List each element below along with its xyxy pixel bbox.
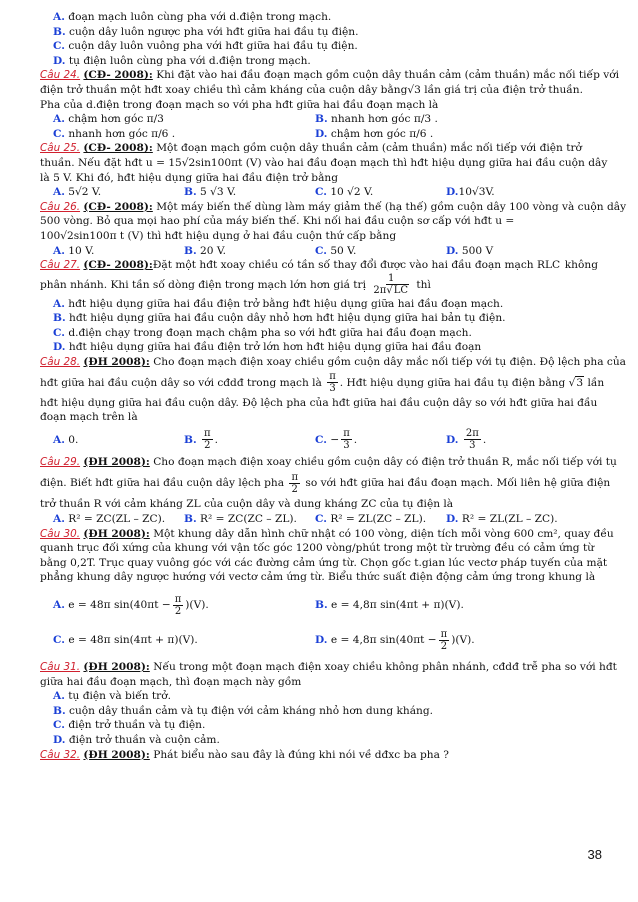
option-label: B. [53, 312, 66, 325]
option-label: B. [315, 599, 328, 611]
options-grid [40, 244, 608, 259]
option-label: C. [53, 40, 65, 53]
formula-root: 3 [576, 376, 584, 389]
option-text: R² = ZC(ZL – ZC). [68, 513, 166, 526]
question-text: Phát biểu nào sau đây là đúng khi nói về dđxc ba pha ? [153, 748, 449, 761]
option-a [53, 185, 184, 200]
option-label: A. [53, 113, 65, 126]
formula-denominator: 2π√LC [373, 285, 408, 297]
phase-fraction [289, 472, 300, 495]
option-tail: . [482, 433, 487, 446]
option-sign: − [330, 433, 340, 446]
formula-numerator: π [204, 428, 211, 440]
phase-fraction [327, 371, 338, 394]
option-b [315, 112, 577, 127]
option-row [40, 718, 608, 733]
option-label: C. [315, 513, 327, 526]
question-number: Câu 30. [40, 527, 81, 540]
option-label: C. [315, 433, 327, 446]
option-label: D. [53, 733, 66, 746]
option-label: B. [184, 513, 197, 526]
page-number: 38 [587, 847, 602, 862]
question-text: thì [416, 278, 431, 291]
option-d [315, 625, 577, 655]
option-b [184, 512, 315, 527]
option-label: D. [446, 186, 459, 199]
option-fraction [439, 629, 450, 652]
formula-text: e = 48π sin(4πt + π)(V). [68, 634, 198, 646]
question-text: 500 vòng. Bỏ qua mọi hao phí của máy biến thế. Khi nối hai đầu cuộn sơ cấp với hđt u = [40, 215, 515, 228]
option-tail: . [214, 433, 218, 446]
option-row [40, 689, 608, 704]
question-text: giữa hai đầu đoạn mạch, thì đoạn mạch này gồm [40, 675, 302, 688]
question-text: thuần. Nếu đặt hđt u = 15√2sin100πt (V) vào hai đầu đoạn mạch thì hđt hiệu dụng giữa hai đầu cuộn dây [40, 156, 608, 169]
option-label: D. [446, 433, 459, 446]
question-29 [40, 455, 617, 470]
question-number: Câu 31. [40, 661, 81, 673]
option-text: 500 V [461, 244, 494, 257]
option-label: C. [53, 127, 65, 140]
option-row [40, 326, 608, 341]
option-label: B. [184, 244, 197, 257]
question-25 [40, 141, 608, 156]
option-row [40, 704, 608, 719]
option-text: hđt hiệu dụng giữa hai đầu điện trở lớn hơn hđt hiệu dụng giữa hai đầu đoạn [68, 341, 482, 354]
question-text: Nếu trong một đoạn mạch điện xoay chiều không phân nhánh, cđdđ trễ pha so với hđt [153, 661, 617, 673]
option-a [53, 112, 315, 127]
question-source: (ĐH 2008): [83, 356, 150, 369]
option-d [446, 244, 577, 259]
formula-numerator: 2π [465, 428, 479, 440]
question-source: (ĐH 2008): [83, 661, 150, 673]
option-row [40, 39, 608, 54]
option-c [315, 244, 446, 259]
option-text: R² = ZL(ZL – ZC). [461, 513, 558, 526]
question-text: Đặt một hđt xoay chiều có tần số thay đổi được vào hai đầu đoạn mạch RLC [152, 259, 561, 272]
question-number: Câu 26. [40, 200, 81, 213]
option-label: D. [446, 513, 459, 526]
option-text: R² = ZC(ZC – ZL). [200, 513, 297, 526]
option-row [40, 25, 608, 40]
option-label: D. [315, 127, 328, 140]
option-text: nhanh hơn góc π/3 . [331, 113, 438, 126]
option-text: nhanh hơn góc π/6 . [68, 127, 176, 140]
question-number: Câu 25. [40, 142, 81, 155]
formula-numerator: π [174, 593, 182, 605]
option-b [184, 425, 315, 455]
option-label: D. [315, 634, 328, 646]
question-27 [40, 258, 608, 273]
option-row [40, 311, 608, 326]
option-label: C. [53, 719, 65, 732]
option-text: 50 V. [330, 244, 357, 257]
option-label: A. [53, 433, 65, 446]
question-number: Câu 24. [40, 69, 81, 82]
option-text: R² = ZL(ZC – ZL). [330, 513, 427, 526]
option-c [315, 512, 446, 527]
question-text: đoạn mạch trên là [40, 411, 138, 424]
question-source: (ĐH 2008): [83, 748, 150, 761]
option-text: điện trở thuần và cuộn cảm. [68, 733, 220, 746]
option-label: A. [53, 297, 65, 310]
option-label: D. [446, 244, 459, 257]
option-label: A. [53, 513, 65, 526]
formula-text: )(V). [451, 634, 475, 646]
question-text: Một khung dây dẫn hình chữ nhật có 100 vòng, diện tích mỗi vòng 600 cm², quay đều [153, 527, 614, 540]
question-number: Câu 27. [40, 259, 81, 272]
question-text: phân nhánh. Khi tần số dòng điện trong mạch lớn hơn giá trị [40, 278, 366, 291]
option-label: D. [53, 341, 66, 354]
option-c [53, 127, 315, 142]
question-text: 100√2sin100π t (V) thì hđt hiệu dụng ở hai đầu cuộn thứ cấp bằng [40, 229, 397, 242]
frequency-formula [371, 273, 411, 296]
options-grid [40, 425, 608, 455]
option-row [40, 340, 608, 355]
question-30 [40, 527, 614, 542]
option-d [446, 512, 577, 527]
question-text: trở thuần R với cảm kháng ZL của cuộn dây và dung kháng ZC của tụ điện là [40, 498, 454, 511]
option-label: C. [315, 186, 327, 199]
question-source: (ĐH 2008): [83, 455, 150, 468]
option-text: d.điện chạy trong đoạn mạch chậm pha so với hđt giữa hai đầu đoạn mạch. [68, 326, 472, 339]
formula-denominator: 2 [440, 640, 448, 652]
option-text: 20 V. [200, 244, 227, 257]
option-text: 5 √3 V. [200, 186, 237, 199]
option-text: chậm hơn góc π/6 . [330, 127, 434, 140]
question-text-with-formula: hđt giữa hai đầu cuộn dây so với cđdđ trong mạch là $\frac{\pi}{3}$ . Hđt hiệu dụng giữa hai đầu tụ điện bằng √3 lần [40, 371, 605, 395]
option-text: cuộn dây thuần cảm và tụ điện với cảm kháng nhỏ hơn dung kháng. [69, 704, 433, 717]
question-31 [40, 660, 617, 675]
option-label: A. [53, 244, 65, 257]
question-28 [40, 355, 626, 370]
question-32 [40, 748, 608, 763]
formula-denominator: 3 [329, 383, 336, 395]
options-grid [40, 185, 608, 200]
question-source: (CĐ- 2008): [83, 69, 153, 82]
formula-root: LC [393, 285, 408, 297]
formula-numerator: π [291, 471, 299, 483]
question-26 [40, 200, 627, 215]
option-label: C. [53, 326, 65, 339]
options-grid [40, 112, 608, 127]
question-text: là 5 V. Khi đó, hđt hiệu dụng giữa hai đầu điện trở bằng [40, 171, 339, 184]
question-24 [40, 68, 619, 83]
option-c [315, 185, 446, 200]
question-text: Cho đoạn mạch điện xoay chiều gồm cuộn dây mắc nối tiếp với tụ điện. Độ lệch pha của [153, 356, 626, 369]
document-page [40, 10, 627, 762]
option-row [40, 10, 608, 25]
option-label: A. [53, 599, 65, 611]
option-text: 10√3V. [458, 186, 495, 199]
question-text: điện trở thuần một hđt xoay chiều thì cảm kháng của cuộn dây bằng√3 lần giá trị của điện trở thuần. [40, 83, 583, 96]
question-text: Cho đoạn mạch điện xoay chiều gồm cuộn dây có điện trở thuần R, mắc nối tiếp với tụ [153, 455, 617, 468]
option-text: 10 V. [68, 244, 95, 257]
option-row [40, 54, 608, 69]
question-text: điện. Biết hđt giữa hai đầu cuộn dây lệch pha [40, 477, 285, 490]
option-label: B. [315, 113, 328, 126]
question-text: bằng 0,2T. Trục quay vuông góc với các đường cảm ứng từ. Chọn gốc t.gian lúc vectơ pháp tuyến của mặt [40, 556, 608, 569]
option-a [53, 425, 184, 455]
option-a [53, 512, 184, 527]
option-label: C. [53, 634, 65, 646]
question-text: lần [587, 376, 605, 389]
option-label: A. [53, 690, 65, 703]
question-text: hđt hiệu dụng giữa hai đầu cuộn dây. Độ lệch pha của hđt giữa hai đầu cuộn dây so với hđt giữa hai đầu [40, 396, 598, 409]
question-text: so với hđt giữa hai đầu đoạn mạch. Mối liên hệ giữa điện [305, 477, 611, 490]
option-text: chậm hơn góc π/3 [68, 113, 164, 126]
formula-denominator: 2 [204, 440, 211, 452]
option-text: hđt hiệu dụng giữa hai đầu cuộn dây nhỏ hơn hđt hiệu dụng giữa hai bản tụ điện. [69, 312, 506, 325]
option-label: B. [184, 186, 197, 199]
option-d [446, 185, 577, 200]
option-text: 10 √2 V. [330, 186, 374, 199]
question-text: Pha của d.điện trong đoạn mạch so với pha hđt giữa hai đầu đoạn mạch là [40, 98, 439, 111]
formula-text: e = 4,8π sin(4πt + π)(V). [331, 599, 464, 611]
option-text: tụ điện và biến trở. [68, 690, 171, 703]
option-text: cuộn dây luôn vuông pha với hđt giữa hai đầu tụ điện. [68, 40, 358, 53]
question-text: hđt giữa hai đầu cuộn dây so với cđdđ trong mạch là [40, 376, 322, 389]
option-fraction [464, 428, 481, 451]
question-source: (CĐ- 2008): [83, 259, 153, 272]
option-fraction [173, 594, 184, 617]
option-label: B. [53, 25, 66, 38]
option-c [53, 625, 315, 655]
formula-denominator: 3 [469, 440, 476, 452]
option-label: A. [53, 11, 65, 23]
formula-denominator: 2 [174, 605, 182, 617]
question-text: quanh trục đối xứng của khung với vận tốc góc 1200 vòng/phút trong một từ trường đều có cảm ứng từ [40, 542, 595, 555]
question-source: (CĐ- 2008): [83, 200, 153, 213]
formula-numerator: π [440, 628, 448, 640]
question-text: phẳng khung dây ngược hướng với vectơ cảm ứng từ. Biểu thức suất điện động cảm ứng trong khung là [40, 571, 596, 584]
option-a [53, 590, 315, 620]
question-text: Một máy biến thế dùng làm máy giảm thế (hạ thế) gồm cuộn dây 100 vòng và cuộn dây [156, 200, 627, 213]
question-text: . Hđt hiệu dụng giữa hai đầu tụ điện bằng [339, 376, 566, 389]
options-grid [40, 127, 608, 142]
option-c [315, 425, 446, 455]
formula-coefficient: 2π [373, 285, 387, 297]
option-b [184, 244, 315, 259]
option-text: hđt hiệu dụng giữa hai đầu điện trở bằng hđt hiệu dụng giữa hai đầu đoạn mạch. [68, 297, 504, 310]
options-grid [40, 625, 608, 655]
question-text-with-formula [40, 469, 611, 497]
question-text: không [564, 259, 598, 272]
formula-denominator: 2 [291, 483, 298, 495]
option-label: A. [53, 186, 65, 199]
option-text: 0. [68, 433, 79, 446]
question-source: (ĐH 2008): [83, 527, 150, 540]
option-b [315, 590, 577, 620]
option-text: 5√2 V. [68, 186, 102, 199]
option-text: đoạn mạch luôn cùng pha với d.điện trong mạch. [68, 11, 332, 23]
question-text: Một đoạn mạch gồm cuộn dây thuần cảm (cảm thuần) mắc nối tiếp với điện trở [156, 142, 582, 155]
option-label: C. [315, 244, 327, 257]
formula-numerator: 1 [387, 273, 395, 285]
question-number: Câu 29. [40, 455, 81, 468]
options-grid [40, 590, 608, 620]
option-tail: . [353, 433, 358, 446]
option-d [446, 425, 577, 455]
question-number: Câu 32. [40, 748, 81, 761]
question-text: Khi đặt vào hai đầu đoạn mạch gồm cuộn dây thuần cảm (cảm thuần) mắc nối tiếp với [156, 69, 619, 82]
question-number: Câu 28. [40, 356, 81, 369]
option-fraction [341, 428, 352, 451]
question-text-with-formula [40, 273, 608, 297]
option-label: B. [184, 433, 197, 446]
formula-denominator: 3 [343, 440, 350, 452]
option-a [53, 244, 184, 259]
option-row [40, 733, 608, 748]
formula-numerator: π [329, 371, 336, 383]
option-fraction [202, 428, 213, 451]
option-text: điện trở thuần và tụ điện. [68, 719, 206, 732]
option-row [40, 297, 608, 312]
formula-numerator: π [343, 428, 350, 440]
options-grid [40, 512, 608, 527]
option-label: B. [53, 704, 66, 717]
formula-text: e = 48π sin(40πt − [68, 599, 171, 611]
question-source: (CĐ- 2008): [83, 142, 153, 155]
option-text: cuộn dây luôn ngược pha với hđt giữa hai đầu tụ điện. [69, 25, 359, 38]
option-b [184, 185, 315, 200]
option-text: tụ điện luôn cùng pha với d.điện trong mạch. [68, 54, 311, 67]
formula-text: )(V). [185, 599, 209, 611]
option-d [315, 127, 577, 142]
option-label: D. [53, 54, 66, 67]
formula-text: e = 4,8π sin(40πt − [330, 634, 437, 646]
